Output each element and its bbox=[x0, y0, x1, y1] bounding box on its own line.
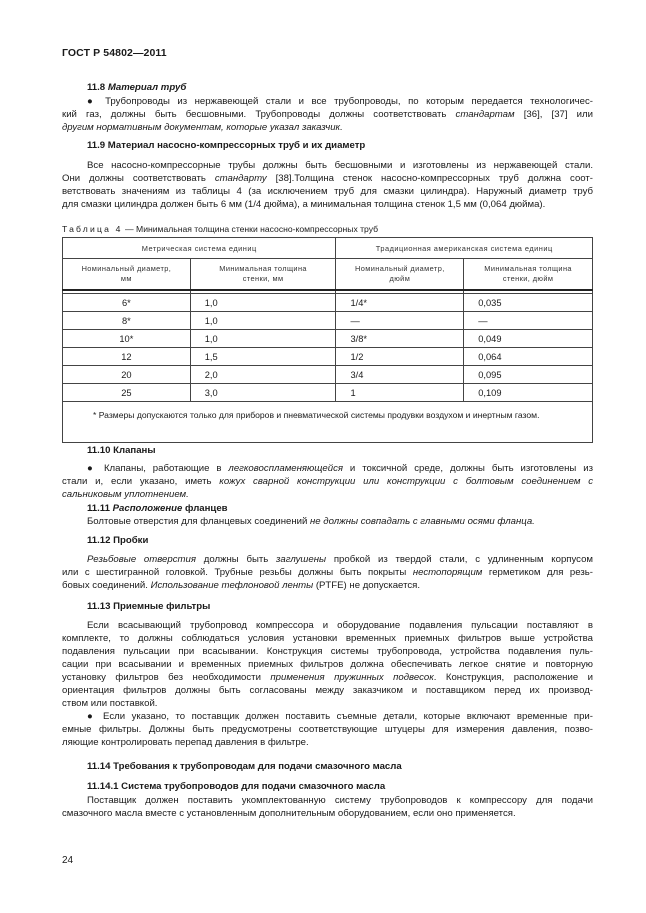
table-row: 10* 1,0 3/8* 0,049 bbox=[63, 330, 593, 348]
table-caption: Таблица 4 — Минимальная толщина стенки насосно-компрессорных труб bbox=[62, 224, 379, 234]
section-11-11-heading: 11.11 Расположение фланцев bbox=[87, 503, 228, 514]
col-header-thickness-inch: Минимальная толщина стенки, дюйм bbox=[464, 259, 593, 291]
section-11-8-heading bbox=[87, 82, 186, 93]
section-11-12-heading: 11.12 Пробки bbox=[87, 535, 149, 546]
section-11-14-1-heading: 11.14.1 Система трубопроводов для подачи смазочного масла bbox=[87, 781, 386, 792]
section-11-10-heading: 11.10 Клапаны bbox=[87, 445, 156, 456]
section-11-13-heading: 11.13 Приемные фильтры bbox=[87, 601, 211, 612]
page-number: 24 bbox=[62, 855, 74, 866]
section-11-14-1-paragraph: Поставщик должен поставить укомплектованную систему трубопроводов к компрессору для подачи смазочного масла вместе с установленным дополнительным оборудованием, если оно применяется. bbox=[62, 795, 593, 819]
section-11-11-paragraph: Болтовые отверстия для фланцевых соединений не должны совпадать с главными осями фланца. bbox=[87, 516, 535, 527]
col-header-thickness-mm: Минимальная толщина стенки, мм bbox=[190, 259, 336, 291]
section-11-14-heading: 11.14 Требования к трубопроводам для подачи смазочного масла bbox=[87, 761, 402, 772]
table-4 bbox=[62, 237, 593, 443]
group-header-metric: Метрическая система единиц bbox=[63, 238, 336, 259]
section-title: Материал труб bbox=[107, 82, 187, 93]
section-11-9-heading: 11.9 Материал насосно-компрессорных труб и их диаметр bbox=[87, 140, 366, 151]
section-11-13-paragraph: Если всасывающий трубопровод компрессора и оборудование подавления пульсации поставляют в комплекте, то должны соблюдаться условия установки временных приемных фильтров выше устройства подавления пульсации при всасывании. Конструкция системы трубопровода, устройства подавления пуль- сации при всасывании и временных приемных фильтров должна обеспечивать легкое снятие и повторную установку фильтров без необходимости применения пружинных подвесок. Конструкция, расположение и ориентация фильтров должны быть согласованы между заказчиком и поставщиком перед их производ- ством или поставкой. ● Если указано, то поставщик должен поставить съемные детали, которые включают временные при- емные фильтры. Должны быть предусмотрены соответствующие штуцеры для измерения давления, позво- ляющие контролировать перепад давления в фильтре. bbox=[62, 620, 593, 748]
section-11-8-paragraph: ● Трубопроводы из нержавеющей стали и все трубопроводы, по которым передается технологичес- кий газ, должны быть бесшовными. Трубопроводы должны соответствовать стандартам [36], [37] или другим нормативным документам, которые указал заказчик. bbox=[62, 96, 594, 133]
group-header-us: Традиционная американская система единиц bbox=[336, 238, 593, 259]
col-header-diameter-mm: Номинальный диаметр, мм bbox=[63, 259, 191, 291]
table-row: 8* 1,0 — — bbox=[63, 312, 593, 330]
section-11-12-paragraph: Резьбовые отверстия должны быть заглушены пробкой из твердой стали, с удлиненным корпусом или с шестигранной головкой. Трубные резьбы должны быть покрыты нестопорящим герметиком для резь- бовых соединений. Использование тефлоновой ленты (PTFE) не допускается. bbox=[62, 554, 593, 591]
table-footnote: * Размеры допускаются только для приборов и пневматической системы продувки воздухом и инертным газом. bbox=[63, 402, 593, 443]
document-header: ГОСТ Р 54802—2011 bbox=[62, 47, 167, 59]
section-number: 11.8 bbox=[87, 82, 108, 93]
table-row: 12 1,5 1/2 0,064 bbox=[63, 348, 593, 366]
section-11-10-paragraph: ● Клапаны, работающие в легковоспламеняющейся и токсичной среде, должны быть изготовлены из стали и, если указано, иметь кожух сварной конструкции или конструкции с болтовым соединением с сальниковым уплотнением. bbox=[62, 463, 593, 500]
table-row: 6* 1,0 1/4* 0,035 bbox=[63, 294, 593, 312]
table-row: 20 2,0 3/4 0,095 bbox=[63, 366, 593, 384]
table-row: 25 3,0 1 0,109 bbox=[63, 384, 593, 402]
col-header-diameter-inch: Номинальный диаметр, дюйм bbox=[336, 259, 464, 291]
section-11-9-paragraph: Все насосно-компрессорные трубы должны быть бесшовными и изготовлены из нержавеющей стали. Они должны соответствовать стандарту [38].Толщина стенок насосно-компрессорных труб должна соот- ветствовать значениям из таблицы 4 (за исключением труб для смазки цилиндра). Наружный диаметр труб для смазки цилиндра должен быть 6 мм (1/4 дюйма), а минимальная толщина стенок 1,5 мм (0,064 дюйма). bbox=[62, 160, 593, 210]
